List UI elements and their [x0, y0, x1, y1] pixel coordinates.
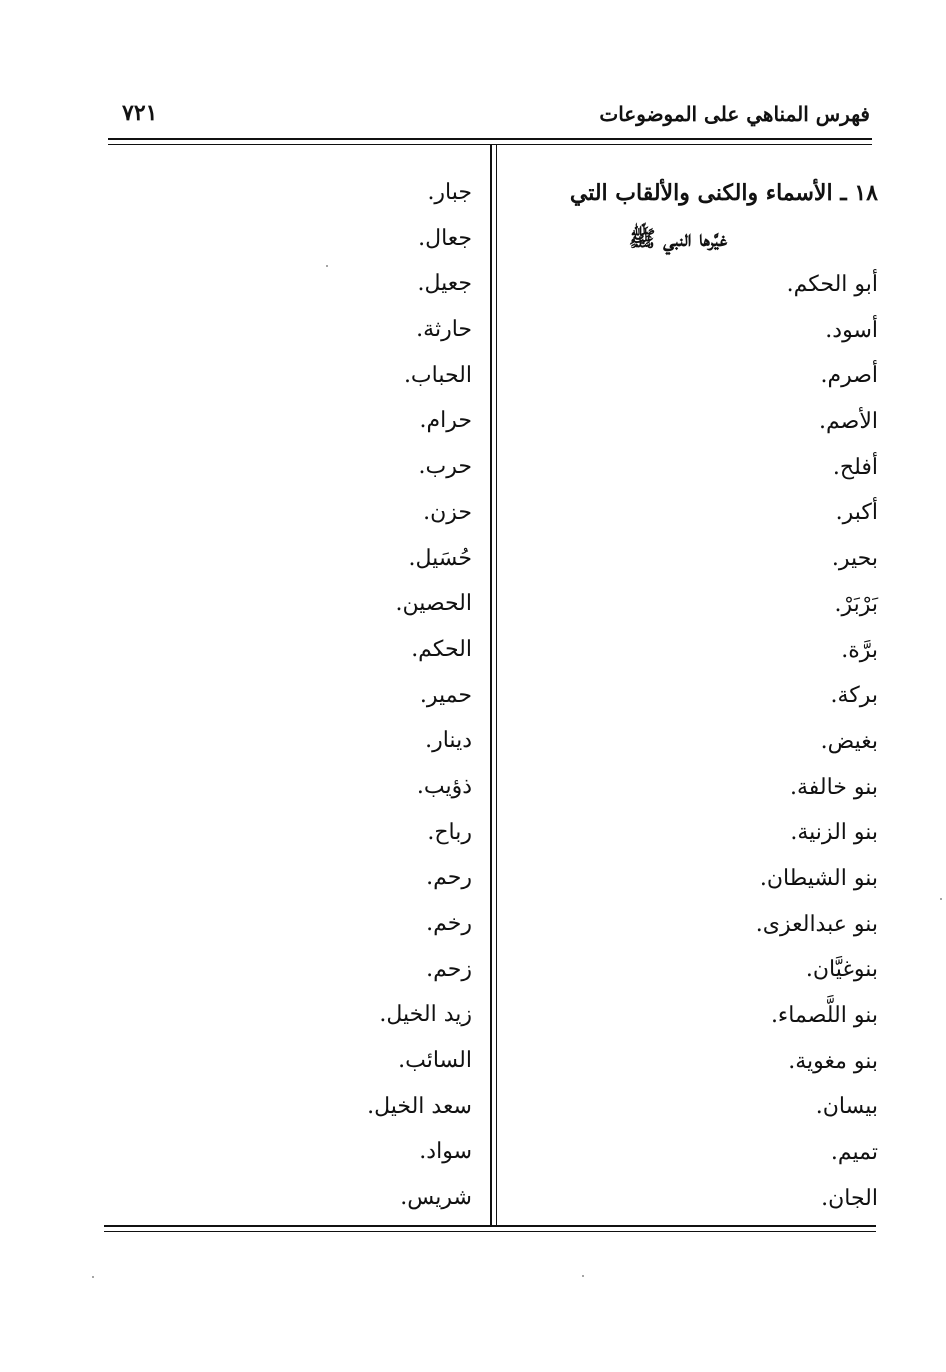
- list-item: الأصم.: [819, 409, 878, 435]
- column-divider-thin: [496, 144, 497, 1226]
- list-item: الحصين.: [395, 591, 472, 617]
- list-item: أصرم.: [820, 363, 878, 389]
- list-item: بنو مغوية.: [788, 1048, 878, 1074]
- running-head: [108, 96, 870, 136]
- right-column-list: [518, 270, 878, 1229]
- scan-speck: [582, 1275, 584, 1277]
- scan-speck: [92, 1276, 94, 1278]
- list-item: بركة.: [830, 683, 878, 709]
- list-item: تميم.: [830, 1140, 878, 1166]
- scan-speck: [940, 898, 942, 900]
- scan-speck: [326, 265, 328, 267]
- column-divider: [490, 144, 492, 1226]
- list-item: سواد.: [419, 1139, 472, 1165]
- list-item: بغيض.: [820, 728, 878, 754]
- section-heading-line1: ١٨ ـ الأسماء والكنى والألقاب التي: [569, 180, 878, 206]
- list-item: حمير.: [419, 682, 472, 708]
- list-item: بنو عبدالعزى.: [755, 911, 878, 937]
- list-item: جبار.: [427, 180, 472, 205]
- list-item: حزن.: [423, 499, 472, 525]
- list-item: زحم.: [426, 956, 472, 982]
- list-item: أفلح.: [832, 454, 878, 480]
- list-item: حُسَيل.: [408, 545, 472, 571]
- list-item: ذؤيب.: [416, 773, 472, 799]
- list-item: حرب.: [418, 454, 472, 480]
- list-item: بنوغيَّان.: [805, 957, 878, 983]
- list-item: الحكم.: [411, 636, 472, 662]
- list-item: سعد الخيل.: [367, 1093, 472, 1119]
- section-heading-line2: غيَّرها النبي ﷺ: [628, 226, 728, 252]
- list-item: بنو اللَّصماء.: [770, 1003, 878, 1028]
- header-rule: [108, 138, 872, 140]
- list-item: بحير.: [831, 546, 878, 572]
- list-item: بَرْبَرْ.: [834, 591, 878, 617]
- list-item: برَّة.: [841, 637, 878, 663]
- running-head-title: فهرس المناهي على الموضوعات: [599, 102, 870, 126]
- list-item: أسود.: [825, 317, 878, 343]
- list-item: حارثة.: [416, 317, 472, 343]
- list-item: حرام.: [419, 408, 472, 434]
- list-item: الجان.: [821, 1185, 878, 1211]
- list-item: الحباب.: [403, 362, 472, 388]
- page-number: ٧٢١: [122, 100, 158, 126]
- list-item: السائب.: [398, 1048, 472, 1074]
- list-item: رحم.: [426, 865, 472, 891]
- footer-rule-thin: [104, 1231, 876, 1232]
- list-item: بنو الشيطان.: [759, 865, 878, 891]
- left-column-list: [300, 178, 472, 1229]
- list-item: شريس.: [400, 1185, 472, 1211]
- list-item: جعيل.: [417, 271, 472, 297]
- list-item: جعال.: [418, 225, 472, 251]
- list-item: أكبر.: [835, 500, 878, 526]
- right-column: [518, 178, 878, 1211]
- list-item: زيد الخيل.: [379, 1002, 472, 1028]
- list-item: بنو خالفة.: [789, 774, 878, 800]
- list-item: بنو الزنية.: [790, 820, 878, 846]
- list-item: بيسان.: [815, 1094, 878, 1120]
- list-item: رخم.: [426, 911, 472, 936]
- list-item: رباح.: [427, 819, 472, 845]
- list-item: أبو الحكم.: [786, 272, 878, 297]
- list-item: دينار.: [425, 728, 472, 754]
